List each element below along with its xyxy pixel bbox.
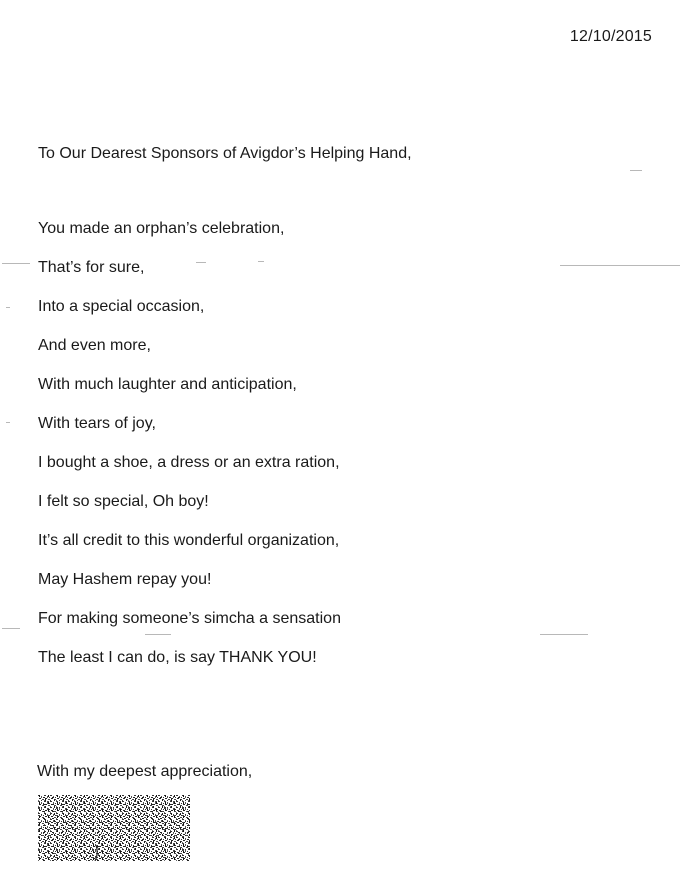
- poem-line: With tears of joy,: [38, 415, 156, 432]
- scan-speck: [6, 422, 10, 423]
- scan-speck: [145, 634, 171, 635]
- scan-speck: [2, 628, 20, 629]
- scan-speck: [560, 265, 680, 266]
- scan-speck: [196, 262, 206, 263]
- closing-line: With my deepest appreciation,: [37, 763, 253, 780]
- poem-line: May Hashem repay you!: [38, 571, 212, 588]
- poem-line: Into a special occasion,: [38, 298, 205, 315]
- letter-date: 12/10/2015: [569, 28, 652, 45]
- scan-speck: [630, 170, 642, 171]
- scan-speck: [258, 261, 264, 262]
- poem-line: I felt so special, Oh boy!: [38, 493, 209, 510]
- poem-line: You made an orphan’s celebration,: [38, 220, 285, 237]
- redacted-signature: [38, 795, 190, 861]
- poem-line: And even more,: [38, 337, 151, 354]
- salutation: To Our Dearest Sponsors of Avigdor’s Helping Hand,: [38, 145, 412, 162]
- scan-speck: [6, 307, 10, 308]
- poem-line: For making someone’s simcha a sensation: [38, 610, 341, 627]
- poem-line: That’s for sure,: [38, 259, 145, 276]
- poem-line: With much laughter and anticipation,: [38, 376, 297, 393]
- poem-line: I bought a shoe, a dress or an extra ration,: [38, 454, 340, 471]
- poem-line: The least I can do, is say THANK YOU!: [38, 649, 317, 666]
- scan-speck: [2, 263, 30, 264]
- poem-line: It’s all credit to this wonderful organization,: [38, 532, 340, 549]
- scan-speck: [540, 634, 588, 635]
